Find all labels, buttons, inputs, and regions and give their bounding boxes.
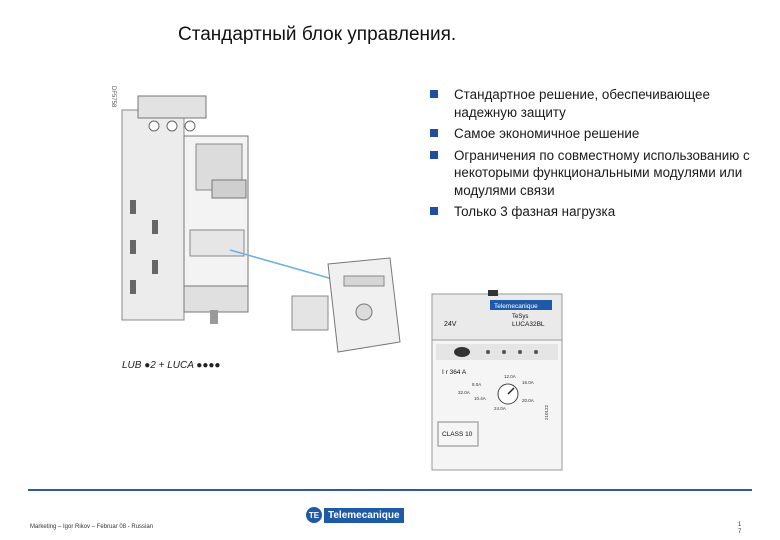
module-handle: [212, 180, 246, 198]
page-number: 1 7: [738, 522, 742, 535]
bottom-tab: [210, 310, 218, 324]
current-label: I r 364 A: [442, 369, 467, 376]
module-dial: [356, 304, 372, 320]
bullet-square-icon: [430, 207, 438, 215]
footer-brand: [306, 506, 410, 524]
side-code: 210122: [544, 404, 549, 420]
module-brand: Telemecanique: [494, 303, 538, 310]
plate-slot: [130, 280, 136, 294]
terminal-screw: [167, 121, 177, 131]
plate-slot: [152, 220, 158, 234]
bullet-list: [430, 86, 760, 225]
plate-slot: [152, 260, 158, 274]
bullet-item: Стандартное решение, обеспечивающее надежную защиту: [430, 86, 760, 121]
svg-text:12.0A: 12.0A: [504, 374, 516, 379]
photo-code: DF5758: [110, 86, 116, 108]
bullet-square-icon: [430, 151, 438, 159]
brand-logo-icon: TE: [306, 507, 322, 523]
svg-text:24.0A: 24.0A: [494, 406, 506, 411]
terminal-screw: [149, 121, 159, 131]
slide-title: Стандартный блок управления.: [178, 24, 457, 45]
module-connector: [292, 296, 328, 330]
footer-text: Marketing – Igor Rikov – Februar 08 - Russian: [30, 524, 154, 530]
bottom-terminals: [184, 286, 248, 312]
bullet-item: Самое экономичное решение: [430, 125, 760, 143]
svg-text:32.0A: 32.0A: [458, 390, 470, 395]
svg-text:8.0A: 8.0A: [472, 382, 482, 387]
led: [486, 350, 490, 354]
product-caption: LUB ●2 + LUCA ●●●●: [122, 360, 221, 371]
bullet-item: Ограничения по совместному использованию с некоторыми функциональными модулями или модулями связи: [430, 147, 760, 200]
bullet-square-icon: [430, 129, 438, 137]
module-label: [344, 276, 384, 286]
terminal-screw: [185, 121, 195, 131]
brand-name: Telemecanique: [324, 508, 404, 523]
plate-slot: [130, 200, 136, 214]
module-button: [454, 347, 470, 357]
led: [534, 350, 538, 354]
module-model: LUCA32BL: [512, 321, 545, 328]
footer-divider: [28, 489, 752, 491]
product-drawing: [100, 80, 420, 360]
bullet-square-icon: [430, 90, 438, 98]
svg-text:10.4A: 10.4A: [474, 396, 486, 401]
module-closeup: [428, 290, 568, 476]
svg-text:20.0A: 20.0A: [522, 398, 534, 403]
module-clip: [488, 290, 498, 296]
plate-slot: [130, 240, 136, 254]
bullet-item: Только 3 фазная нагрузка: [430, 203, 760, 221]
top-terminals: [138, 96, 206, 118]
class-label: CLASS 10: [442, 431, 473, 438]
module-voltage: 24V: [444, 321, 457, 328]
module-series: TeSys: [512, 314, 529, 320]
led: [502, 350, 506, 354]
svg-text:16.0A: 16.0A: [522, 380, 534, 385]
led: [518, 350, 522, 354]
